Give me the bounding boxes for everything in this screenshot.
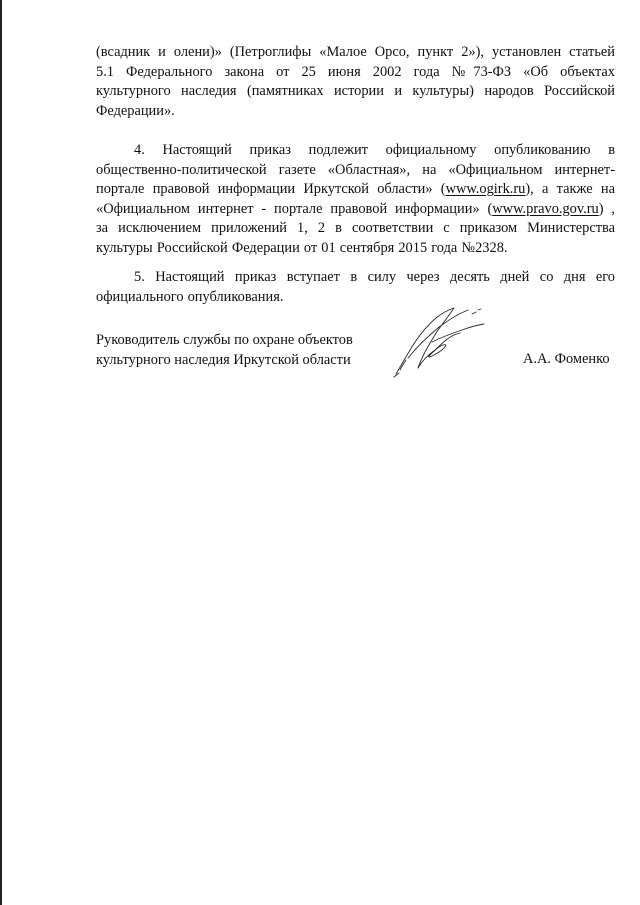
paragraph-line: официального опубликования. (96, 288, 284, 305)
paragraph-5 (96, 268, 615, 307)
paragraph-line: культурного наследия (памятниках истории и культуры) народов Российской (96, 83, 615, 99)
paragraph-line: 4. Настоящий приказ подлежит официальному опубликованию в (134, 142, 615, 158)
text-segment: «Официальном интернет - портале правовой информации» ( (96, 200, 493, 217)
handwritten-signature (388, 298, 492, 380)
link-ogirk[interactable]: www.ogirk.ru (445, 181, 526, 197)
paragraph-line: Федерации». (96, 102, 175, 119)
text-segment: ), а также на (525, 181, 615, 197)
paragraph-line: общественно-политической газете «Областная», на «Официальном интернет- (96, 161, 615, 178)
paragraph-line (96, 180, 615, 200)
signer-name: А.А. Фоменко (523, 351, 610, 367)
position-title-line: Руководитель службы по охране объектов (96, 332, 353, 348)
paragraph-continued (96, 43, 615, 121)
text-segment: портале правовой информации Иркутской области» ( (96, 181, 446, 197)
paragraph-line: 5. Настоящий приказ вступает в силу через десять дней со дня его (134, 269, 615, 285)
paragraph-line: 5.1 Федерального закона от 25 июня 2002 года №73-ФЗ «Об объектах (96, 63, 615, 80)
paragraph-line: за исключением приложений 1, 2 в соответствии с приказом Министерства (96, 220, 615, 236)
link-pravo[interactable]: www.pravo.gov.ru (492, 200, 599, 217)
position-title-line: культурного наследия Иркутской области (96, 351, 351, 368)
paragraph-line: (всадник и олени)» (Петроглифы «Малое Орсо, пункт 2»), установлен статьей (96, 44, 615, 60)
scan-edge-line (0, 0, 2, 905)
paragraph-line: культуры Российской Федерации от 01 сентября 2015 года №2328. (96, 239, 508, 256)
text-segment: ) , (598, 200, 615, 217)
paragraph-4 (96, 141, 615, 258)
paragraph-line (96, 200, 615, 220)
